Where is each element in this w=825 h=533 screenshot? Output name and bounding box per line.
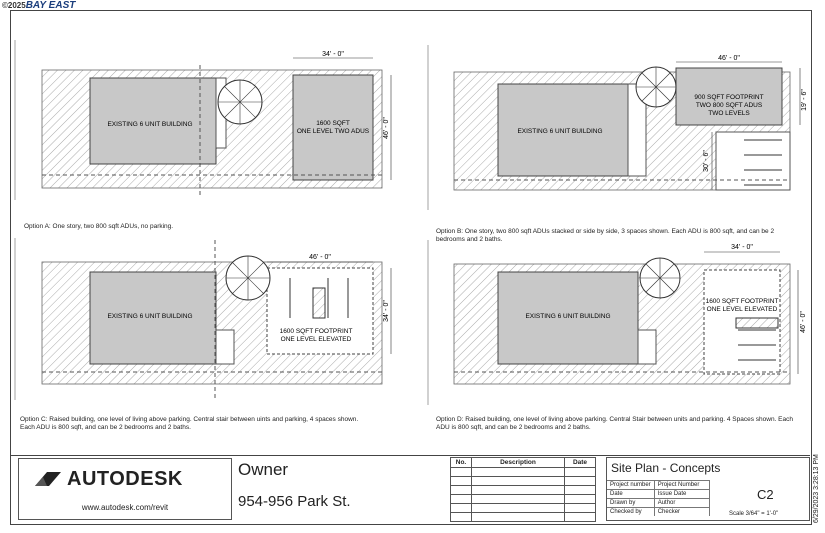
sheet-scale: Scale 3/64" = 1'-0" [729,511,779,517]
option-d-adu-line1: 1600 SQFT FOOTPRINT [705,298,779,305]
plot-timestamp: 6/29/2023 3:28:13 PM [813,454,820,523]
option-d-dim-width: 34' - 0" [731,244,753,251]
option-b-existing-label: EXISTING 6 UNIT BUILDING [517,128,603,135]
option-c-adu-line1: 1600 SQFT FOOTPRINT [279,328,353,335]
sheet-info [606,457,810,521]
row-label-project-number: Project number [607,481,654,490]
option-d-adu-line2: ONE LEVEL ELEVATED [706,306,778,313]
option-d-caption-line2: ADU is 800 sqft, and can be 2 bedrooms and 2 baths. [436,424,591,431]
row-value-project-number: Project Number [654,481,709,490]
option-c-caption-line1: Option C: Raised building, one level of living above parking. Central stair between uints and parking, 4 spaces shown. [20,416,359,423]
sheet-number: C2 [757,487,774,502]
option-b-dim-height: 19' - 6" [801,89,808,111]
watermark-brand: BAY EAST [25,0,76,11]
plan-option-b [428,45,800,210]
project-address: 954-956 Park St. [238,493,351,510]
option-a-dim-width: 34' - 0" [322,51,344,58]
option-a-dim-height: 46' - 0" [383,117,390,139]
option-a-adu-line2: ONE LEVEL TWO ADUS [296,128,370,135]
option-b-caption-line1: Option B: One story, two 800 sqft ADUs stacked or side by side, 3 spaces shown. Each ADU is 800 sqft, and can be 2 [436,228,775,235]
option-c-caption-line2: Each ADU is 800 sqft, and can be 2 bedrooms and 2 baths. [20,424,191,431]
row-label-date: Date [607,490,654,499]
rev-header-date: Date [565,458,596,468]
autodesk-logo-icon [33,471,63,487]
option-b-adu-line1: 900 SQFT FOOTPRINT [694,94,764,101]
option-a-existing-label: EXISTING 6 UNIT BUILDING [107,121,193,128]
owner-label: Owner [238,460,289,479]
option-d-dim-height: 46' - 0" [800,311,807,333]
rev-header-no: No. [451,458,472,468]
option-c-dim-height: 34' - 0" [383,300,390,322]
autodesk-logo-block [18,458,232,520]
row-value-date: Issue Date [654,490,709,499]
option-d-caption-line1: Option D: Raised building, one level of living above parking. Central Stair between units and parking. 4 Spaces shown. Each [436,416,793,423]
row-label-drawn-by: Drawn by [607,499,654,508]
option-b-dim-width: 46' - 0" [718,55,740,62]
option-c-caption [20,416,358,432]
option-b-caption [436,228,774,244]
option-c-adu-line2: ONE LEVEL ELEVATED [280,336,352,343]
watermark-year: ©2025 [2,1,26,10]
revision-table [450,457,596,522]
row-label-checked-by: Checked by [607,508,654,517]
row-value-checked-by: Checker [654,508,709,517]
option-a-adu-line1: 1600 SQFT [316,120,350,127]
option-c-existing-label: EXISTING 6 UNIT BUILDING [107,313,193,320]
brand-name: AUTODESK [67,468,183,490]
option-d-existing-label: EXISTING 6 UNIT BUILDING [525,313,611,320]
sheet-info-table [607,480,710,516]
option-c-dim-width: 46' - 0" [309,254,331,261]
option-b-dim-parking: 30' - 6" [703,150,710,172]
plan-option-d [428,240,798,405]
option-b-caption-line2: bedrooms and 2 baths. [436,236,503,243]
plan-option-c [15,238,391,400]
option-d-caption [436,416,793,432]
option-a-caption: Option A: One story, two 800 sqft ADUs, no parking. [24,223,174,230]
brand-url: www.autodesk.com/revit [81,503,169,512]
rev-header-description: Description [472,458,565,468]
option-b-adu-line2: TWO 800 SQFT ADUS [695,102,763,109]
option-b-adu-line3: TWO LEVELS [708,110,750,117]
row-value-drawn-by: Author [654,499,709,508]
sheet-title: Site Plan - Concepts [611,461,721,475]
